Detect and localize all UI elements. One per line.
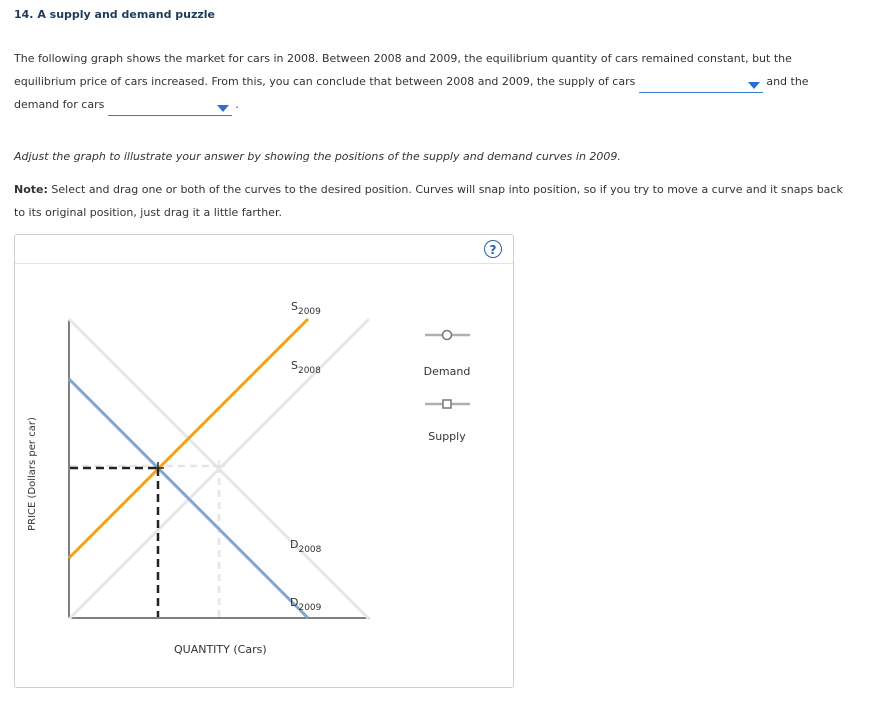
x-axis-label: QUANTITY (Cars) <box>174 643 267 656</box>
note-label: Note: <box>14 183 48 196</box>
d2009-label: $D_{2009}$ <box>290 596 322 613</box>
note-text-line2: to its original position, just drag it a little farther. <box>14 206 282 219</box>
supply-legend-tool[interactable] <box>425 400 470 408</box>
question-text-line3-start: demand for cars <box>14 98 105 111</box>
supply-legend-label: Supply <box>428 430 466 443</box>
demand-legend-label: Demand <box>423 365 471 378</box>
s2008-label: $S_{2008}$ <box>291 359 321 376</box>
d2008-label: $D_{2008}$ <box>290 538 322 555</box>
s2009-label: $S_{2009}$ <box>291 300 321 317</box>
instruction-text: Adjust the graph to illustrate your answer by showing the positions of the supply and demand curves in 2009. <box>14 150 621 163</box>
help-icon[interactable]: ? <box>484 240 502 258</box>
demand-legend-tool[interactable] <box>425 331 470 340</box>
question-text-line2-start: equilibrium price of cars increased. From this, you can conclude that between 2008 and 2009, the supply of cars <box>14 75 636 88</box>
question-title: 14. A supply and demand puzzle <box>14 8 216 21</box>
question-text-line3-end: . <box>235 98 239 111</box>
question-text-line1: The following graph shows the market for cars in 2008. Between 2008 and 2009, the equilibrium quantity of cars remained constant, but the <box>14 52 792 65</box>
square-marker-icon <box>443 400 451 408</box>
note-text-line1: Select and drag one or both of the curves to the desired position. Curves will snap into position, so if you try to move a curve and it snaps back <box>47 183 843 196</box>
circle-marker-icon <box>443 331 452 340</box>
y-axis-label: PRICE (Dollars per car) <box>27 417 38 531</box>
question-text-line2-end: and the <box>766 75 809 88</box>
